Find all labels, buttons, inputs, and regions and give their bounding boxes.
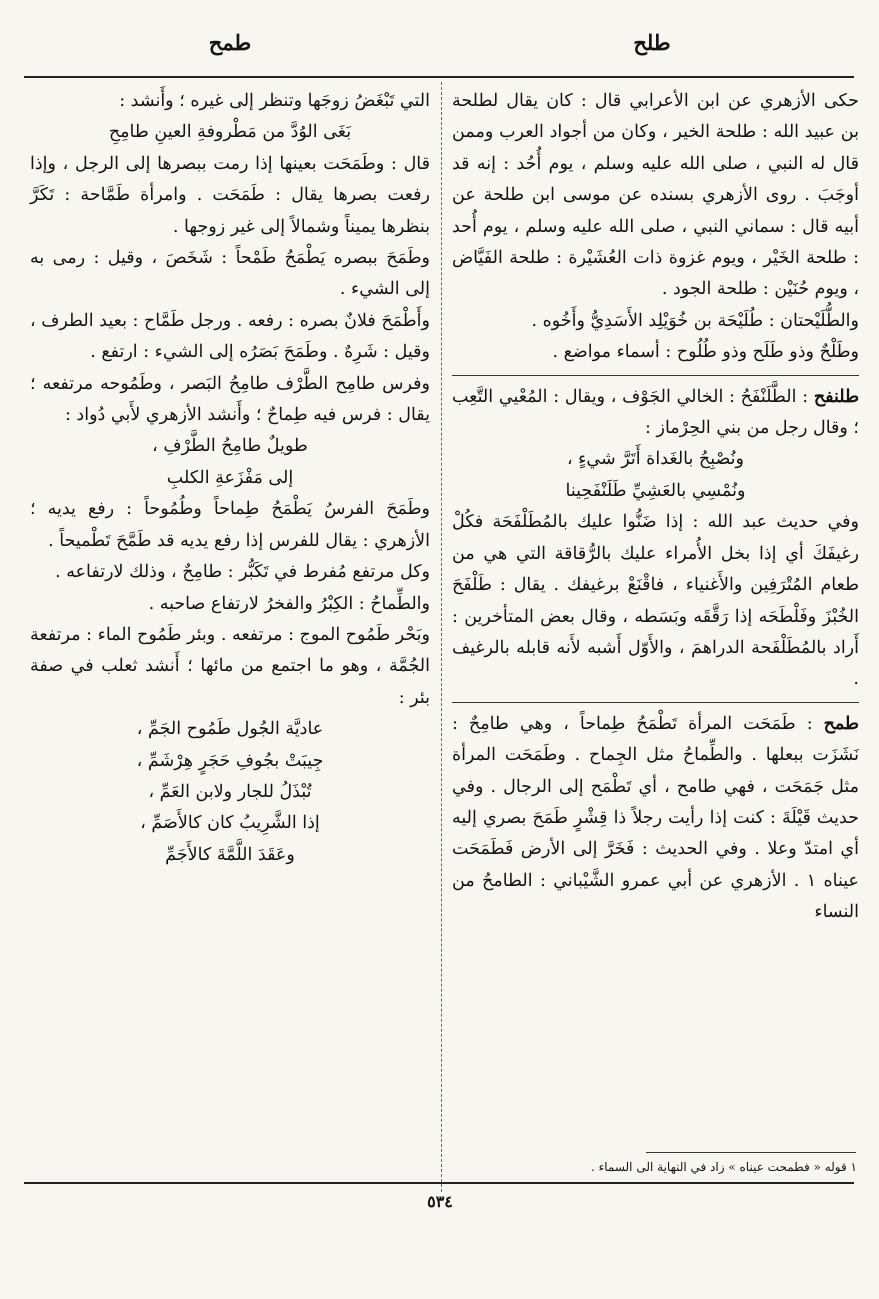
paragraph: وكل مرتفع مُفرط في تَكَبُّر : طامِحٌ ، وذلك لارتفاعه . <box>55 562 430 583</box>
verse-line: تُبْذَلُ للجار ولابن العَمِّ ، <box>148 781 312 802</box>
running-head-right: طلح <box>633 30 671 55</box>
entry-tamah <box>452 709 859 929</box>
right-column <box>452 86 859 929</box>
paragraph: حكى الأزهري عن ابن الأعرابي قال : كان يقال لطلحة بن عبيد الله : طلحة الخير ، وكان من أجواد العرب وممن قال له النبي ، صلى الله عليه وسلم ، يوم أُحُد : إنه قد أوجَبَ . روى الأزهري بسنده عن موسى ابن طلحة عن أبيه قال : سماني النبي ، صلى الله عليه وسلم ، يوم أُحد : طلحة الخَيْر ، ويوم غزوة ذات العُشَيْرة : طلحة الفَيَّاض ، ويوم حُنَيْن : طلحة الجود . <box>452 91 859 300</box>
paragraph: وبَحْر طَمُوح الموج : مرتفعه . وبئر طَمُوح الماء : مرتفعة الجُمَّة ، وهو ما اجتمع من مائها ؛ أَنشد ثعلب في صفة بئر : <box>30 624 430 708</box>
paragraph: قال : وطَمَحَت بعينها إذا رمت ببصرها إلى الرجل ، وإذا رفعت بصرها يقال : طَمَحَت . وامرأة طَمَّاحة : تَكَرَّ بنظرها يميناً وشمالاً إلى غير زوجها . <box>30 153 430 237</box>
entry-text: : الطَّلَنْفَحُ : الخالي الجَوْف ، ويقال : المُعْيي التَّعِب ؛ وقال رجل من بني الحِرْماز : <box>452 386 859 439</box>
verse-line: بَغَى الوُدَّ من مَطْروفةِ العينِ طامِحِ <box>108 122 352 143</box>
bottom-rule <box>24 1182 854 1184</box>
top-rule <box>24 76 854 78</box>
entry-divider <box>452 375 859 376</box>
paragraph: التي تَبْغَضُ زوجَها وتنظر إلى غيره ؛ وأَنشد : <box>119 91 430 111</box>
paragraph: وطَلْحٌ وذو طَلَح وذو طُلُوح : أسماء مواضع . <box>552 342 859 363</box>
verse-line: وعَقَدَ اللَّمَّةَ كالأَجَمِّ <box>165 844 295 865</box>
paragraph: وفي حديث عبد الله : إذا ضَنُّوا عليك بالمُطَلْفَحَة فكُلْ رغيفَكَ أي إذا بخل الأُمراء عليك بالرُّقاقة التي هي من طعام المُتْرَفِين والأَغنياء ، فاقْنَعْ برغيفك . يقال : طَلْفَحَ الخُبْزَ وفَلْطَحَه إذا رَقَّقَه وبَسَطه ، وقال بعض المتأخرين : أَراد بالمُطَلْفَحة الدراهمَ ، والأَوّل أَشبه لأَنه قابله بالرغيف . <box>452 512 859 690</box>
verse-line: جِيبَتْ بجُوفِ حَجَرٍ هِرْشَمِّ ، <box>136 750 324 771</box>
verse-line: ونُمْسِي بالعَشِيِّ طَلَنْفَحِينا <box>565 480 746 501</box>
verse-line: ونُصْبِحُ بالغَداة أَتَرَّ شيءٍ ، <box>566 449 745 470</box>
running-head-left: طمح <box>208 30 252 55</box>
paragraph: وطَمَحَ الفرسُ يَطْمَحُ طِماحاً وطُمُوحاً : رفع يديه ؛ الأزهري : يقال للفرس إذا رفع يديه قد طَمَّحَ تَطْميحاً . <box>30 499 430 551</box>
verse-line: إذا الشَّرِيبُ كان كالأَصَمِّ ، <box>140 813 320 834</box>
footnote-rule <box>646 1152 856 1153</box>
verse-line: عاديَّة الجُول طَمُوح الجَمِّ ، <box>136 719 324 740</box>
footnote: ١ قوله « فطمحت عيناه » زاد في النهاية الى السماء . <box>590 1160 857 1174</box>
headword: طمح <box>823 713 859 734</box>
column-separator <box>441 82 442 1192</box>
verse-line: إلى مَفْزَعةِ الكلبِ <box>166 467 294 488</box>
entry-divider <box>452 702 859 703</box>
paragraph: والطِّماحُ : الكِبْرُ والفخرُ لارتفاع صاحبه . <box>148 593 430 614</box>
left-column <box>30 86 430 871</box>
entry-talanfah <box>452 382 859 445</box>
paragraph: وفرس طامِح الطَّرْف طامِحُ البَصر ، وطَمُوحه مرتفعه ؛ يقال : فرس فيه طِماحٌ ؛ وأَنشد الأزهري لأَبي دُواد : <box>30 373 430 426</box>
headword: طلنفح <box>813 386 859 407</box>
page-number: ٥٣٤ <box>427 1192 453 1211</box>
paragraph: وأَطْمَحَ فلانٌ بصره : رفعه . ورجل طَمَّاح : بعيد الطرف ، وقيل : شَرِهٌ . وطَمَحَ بَصَرُه إلى الشيء : ارتفع . <box>30 310 430 363</box>
paragraph: وطَمَحَ ببصره يَطْمَحُ طَمْحاً : شَخَصَ ، وقيل : رمى به إلى الشيء . <box>30 248 430 300</box>
paragraph: والطُّلَيْحتان : طُلَيْحَة بن خُوَيْلِد الأَسَدِيُّ وأَخُوه . <box>531 310 859 331</box>
verse-line: طويلٌ طامِحُ الطَّرْفِ ، <box>152 436 308 457</box>
entry-text: : طَمَحَت المرأة تَطْمَحُ طِماحاً ، وهي طامِحٌ : نَشَزَت ببعلها . والطِّماحُ مثل الجِماح . وطَمَحَت المرأة مثل جَمَحَت ، فهي طامح ، أي تَطْمَح إلى الرجال . وفي حديث قَيْلَةَ : كنت إذا رأيت رجلاً ذا قِشْرٍ طَمَحَ بصري إليه أي امتدّ وعلا . وفي الحديث : فَخَرَّ إلى الأرض فَطَمَحَت عيناه ١ . الأزهري عن أبي عمرو الشَّيْباني : الطامحُ من النساء <box>452 713 859 923</box>
